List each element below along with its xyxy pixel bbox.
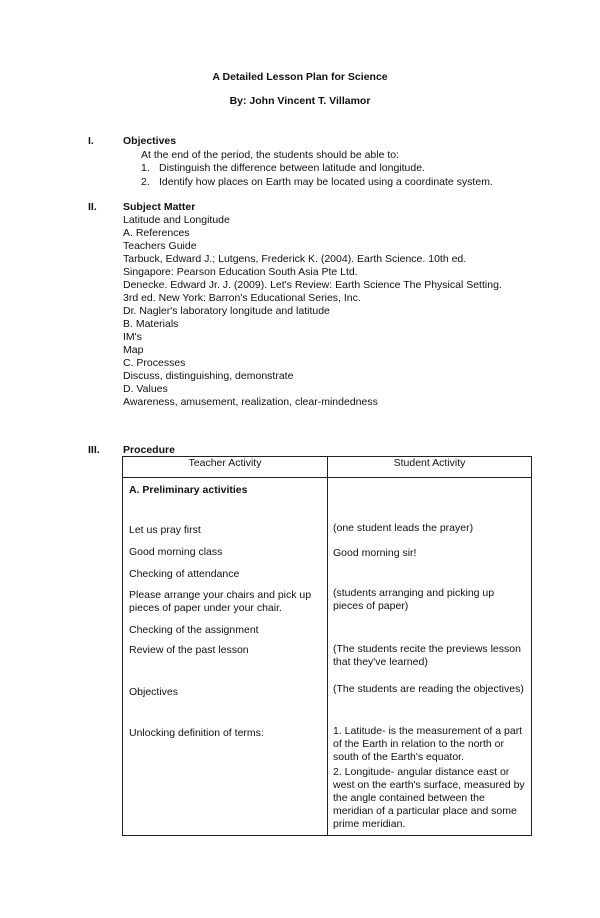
section-numeral-objectives: I. <box>88 135 94 147</box>
subject-line: Map <box>123 344 144 356</box>
teacher-activity: Checking of the assignment <box>129 624 259 636</box>
subject-line: Dr. Nagler's laboratory longitude and latitude <box>123 305 330 317</box>
section-heading-procedure: Procedure <box>123 444 175 456</box>
teacher-activity: Let us pray first <box>129 524 201 536</box>
column-header-student: Student Activity <box>328 457 532 478</box>
objective-number: 2. <box>141 176 150 188</box>
objective-number: 1. <box>141 162 150 174</box>
subject-line: Latitude and Longitude <box>123 214 230 226</box>
subject-line: Tarbuck, Edward J.; Lutgens, Frederick K. (2004). Earth Science. 10th ed. <box>123 253 467 265</box>
document-title: A Detailed Lesson Plan for Science <box>212 71 388 83</box>
subject-line: D. Values <box>123 383 168 395</box>
subject-line: C. Processes <box>123 357 186 369</box>
document-author: By: John Vincent T. Villamor <box>229 95 371 107</box>
student-activity: Good morning sir! <box>333 547 417 559</box>
teacher-activity: Objectives <box>129 686 179 698</box>
teacher-activity: Unlocking definition of terms: <box>129 727 264 739</box>
teacher-activity: Good morning class <box>129 546 223 558</box>
procedure-table <box>122 456 532 836</box>
table-header-row <box>123 457 532 478</box>
teacher-activity: pieces of paper under your chair. <box>129 602 282 614</box>
teacher-activity-cell <box>123 478 328 836</box>
section-heading-objectives: Objectives <box>123 135 177 147</box>
column-header-teacher: Teacher Activity <box>123 457 328 478</box>
section-heading-subject-matter: Subject Matter <box>123 201 196 213</box>
objectives-intro: At the end of the period, the students should be able to: <box>141 149 400 161</box>
student-activity: (The students are reading the objectives) <box>333 683 524 695</box>
objective-item: Distinguish the difference between latitude and longitude. <box>159 162 425 174</box>
student-activity: (The students recite the previews lesson that they've learned) <box>333 643 521 668</box>
section-numeral-procedure: III. <box>88 444 100 456</box>
student-activity: (one student leads the prayer) <box>333 522 474 534</box>
preliminary-activities-heading: A. Preliminary activities <box>129 484 248 496</box>
teacher-activity: Checking of attendance <box>129 568 240 580</box>
subject-line: IM's <box>123 331 142 343</box>
term-definition-longitude: 2. Longitude- angular distance east or west on the earth's surface, measured by the angle contained between the meridian of a particular place and some prime meridian. <box>333 766 525 830</box>
term-definition-latitude: 1. Latitude- is the measurement of a part of the Earth in relation to the north or south of the Earth's equator. <box>333 725 523 763</box>
objective-item: Identify how places on Earth may be located using a coordinate system. <box>159 176 493 188</box>
subject-line: A. References <box>123 227 190 239</box>
subject-line: Singapore: Pearson Education South Asia Pte Ltd. <box>123 266 358 278</box>
subject-line: Denecke. Edward Jr. J. (2009). Let's Review: Earth Science The Physical Setting. <box>123 279 502 291</box>
teacher-activity: Review of the past lesson <box>129 644 249 656</box>
subject-line: B. Materials <box>123 318 179 330</box>
subject-line: Discuss, distinguishing, demonstrate <box>123 370 294 382</box>
student-activity-cell <box>328 478 532 836</box>
subject-matter-lines <box>123 214 502 409</box>
teacher-activity: Please arrange your chairs and pick up <box>129 589 312 601</box>
section-numeral-subject-matter: II. <box>88 201 97 213</box>
subject-line: Teachers Guide <box>123 240 197 252</box>
table-row <box>123 478 532 836</box>
subject-line: Awareness, amusement, realization, clear-mindedness <box>123 396 378 408</box>
student-activity: (students arranging and picking up pieces of paper) <box>333 587 495 612</box>
subject-line: 3rd ed. New York: Barron's Educational Series, Inc. <box>123 292 361 304</box>
